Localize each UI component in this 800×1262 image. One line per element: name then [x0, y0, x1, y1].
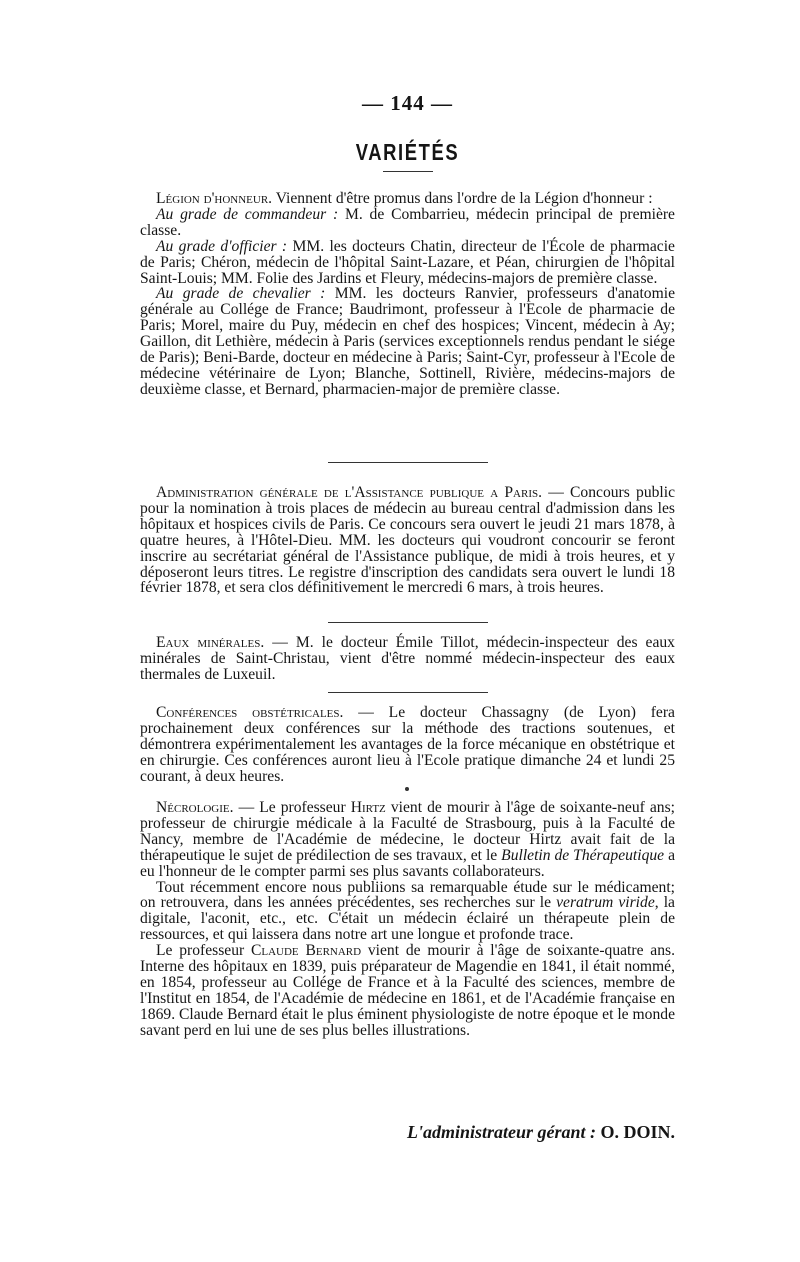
necrologie-section	[140, 800, 675, 1039]
eaux-text: — M. le docteur Émile Tillot, médecin-inspecteur des eaux minérales de Saint-Christau, vient d'être nommé médecin-inspecteur des eaux thermales de Luxeuil.	[140, 634, 675, 683]
necrologie-p3-a: Le professeur	[156, 942, 245, 960]
necrologie-p2-b: , la digitale, l'aconit, etc., etc. C'était un médecin éclairé un thérapeute plein de ressources, et qui laissera dans notre art une longue et profonde trace.	[140, 894, 675, 944]
assistance-heading: Administration générale de l'Assistance publique a Paris.	[156, 484, 542, 501]
conferences-text: — Le docteur Chassagny (de Lyon) fera prochainement deux conférences sur la méthode des tractions soutenues, et démontrera expérimentalement les avantages de la force mécanique en obstétrique et en chirurgie. Ces conférences auront lieu à l'Ecole pratique dimanche 24 et lundi 25 courant, à deux heures.	[140, 704, 675, 785]
commandeur-label: Au grade de commandeur :	[156, 205, 339, 223]
necrologie-p1-c: a eu l'honneur de le compter parmi ses plus savants collaborateurs.	[140, 846, 675, 880]
section-rule	[328, 622, 488, 623]
legion-heading: Légion d'honneur.	[156, 190, 273, 207]
bernard-name: Claude Bernard	[250, 942, 362, 960]
chevalier-label: Au grade de chevalier :	[156, 285, 326, 303]
necrologie-heading: Nécrologie.	[156, 799, 234, 816]
eaux-heading: Eaux minérales.	[156, 634, 265, 651]
commandeur-text: M. de Combarrieu, médecin principal de première classe.	[140, 205, 675, 239]
conferences-heading: Conférences obstétricales.	[156, 704, 344, 721]
assistance-section	[140, 485, 675, 596]
necrologie-p2-a: Tout récemment encore nous publiions sa remarquable étude sur le médicament; on retrouvera, dans les années précédentes, ses recherches sur le	[140, 878, 675, 912]
hirtz-name: Hirtz	[350, 799, 386, 816]
signature-label: L'administrateur gérant :	[406, 1122, 596, 1142]
page-number: — 144 —	[362, 91, 453, 115]
signature	[140, 1122, 675, 1143]
legion-section	[140, 191, 675, 398]
necrologie-p3-b: vient de mourir à l'âge de soixante-quatre ans. Interne des hôpitaux en 1839, puis préparateur de Magendie en 1841, il était nommé, en 1854, professeur au Collége de France et à la Faculté des sciences, membre de l'Institut en 1854, de l'Académie de médecine en 1861, et de l'Académie française en 1869. Claude Bernard était le plus éminent physiologiste de notre époque et le monde savant perd en lui une de ses plus belles illustrations.	[140, 942, 675, 1039]
veratrum-term: veratrum viride	[556, 894, 655, 912]
signature-name: O. DOIN.	[600, 1122, 675, 1142]
legion-intro: Viennent d'être promus dans l'ordre de la Légion d'honneur :	[275, 190, 653, 207]
conferences-section	[140, 705, 675, 785]
bulletin-title: Bulletin de Thérapeutique	[501, 846, 665, 864]
separator-dot	[405, 787, 409, 791]
officier-label: Au grade d'officier :	[156, 237, 288, 255]
assistance-text: — Concours public pour la nomination à trois places de médecin au bureau central d'admission dans les hôpitaux et hospices civils de Paris. Ce concours sera ouvert le jeudi 21 mars 1878, à quatre heures, à l'Hôtel-Dieu. MM. les docteurs qui voudront concourir se feront inscrire au secrétariat général de l'Assistance publique, de midi à trois heures, et y déposeront leurs titres. Le registre d'inscription des candidats sera ouvert le lundi 18 février 1878, et sera clos définitivement le mercredi 6 mars, à trois heures.	[140, 484, 675, 597]
section-title: VARIÉTÉS	[355, 139, 460, 165]
necrologie-p1-a: — Le professeur	[238, 799, 346, 816]
necrologie-p1-b: vient de mourir à l'âge de soixante-neuf ans; professeur de chirurgie médicale à la Faculté de Strasbourg, puis à la Faculté de Nancy, membre de l'Académie de médecine, le docteur Hirtz avait fait de la thérapeutique le sujet de prédilection de ses travaux, et le	[140, 799, 675, 864]
chevalier-text: MM. les docteurs Ranvier, professeurs d'anatomie générale au Collége de France; Baudrimont, professeur à l'Ecole de pharmacie de Paris; Morel, maire du Puy, médecin en chef des hospices; Vincent, médecin à Ay; Gaillon, dit Lethière, médecin à Paris (services exceptionnels rendus pendant le siége de Paris); Beni-Barde, docteur en médecine à Paris; Saint-Cyr, professeur à l'Ecole de médecine vétérinaire de Lyon; Blanche, Sottinell, Rivière, médecins-majors de deuxième classe, et Bernard, pharmacien-major de première classe.	[140, 285, 675, 398]
title-rule	[383, 171, 433, 172]
section-rule	[328, 692, 488, 693]
eaux-section	[140, 635, 675, 683]
officier-text: MM. les docteurs Chatin, directeur de l'École de pharmacie de Paris; Chéron, médecin de l'hôpital Saint-Lazare, et Péan, chirurgien de l'hôpital Saint-Louis; MM. Folie des Jardins et Fleury, médecins-majors de première classe.	[140, 237, 675, 287]
section-rule	[328, 462, 488, 463]
